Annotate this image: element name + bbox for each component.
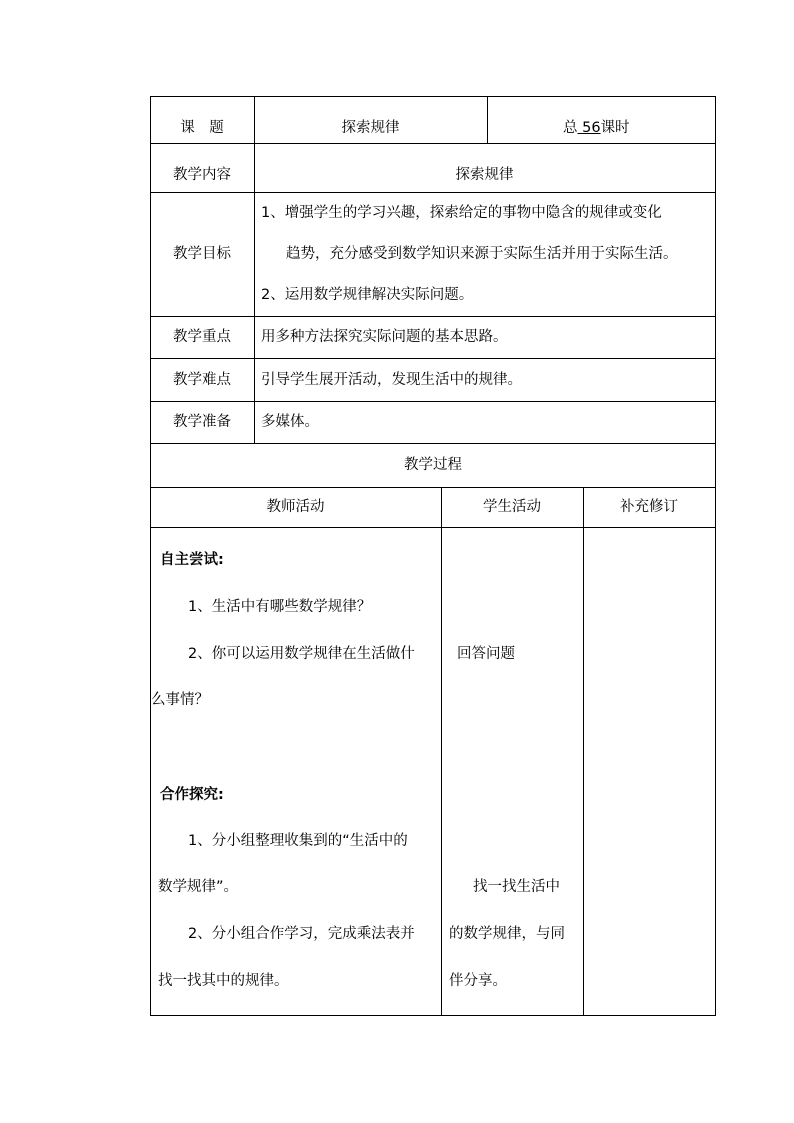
- total-column-divider: [487, 96, 488, 143]
- row-divider: [150, 358, 716, 359]
- notes-header: 补充修订: [620, 499, 678, 515]
- total-prefix: 总: [563, 120, 578, 136]
- key-value: 用多种方法探究实际问题的基本思路。: [261, 329, 508, 345]
- prep-label: 教学准备: [173, 414, 231, 430]
- student-find-line-1: 找一找生活中: [473, 879, 560, 895]
- process-title: 教学过程: [404, 457, 462, 473]
- table-border-top: [150, 96, 716, 97]
- teacher-question-2-line-1: 2、你可以运用数学规律在生活做什: [188, 646, 415, 662]
- teacher-task-1-line-1: 1、分小组整理收集到的“生活中的: [188, 833, 408, 849]
- key-label: 教学重点: [173, 329, 231, 345]
- row-divider: [150, 443, 716, 444]
- table-border-left: [150, 96, 151, 1016]
- difficulty-value: 引导学生展开活动，发现生活中的规律。: [261, 372, 522, 388]
- teacher-question-1: 1、生活中有哪些数学规律？: [188, 599, 372, 615]
- teacher-task-2-line-1: 2、分小组合作学习，完成乘法表并: [188, 926, 415, 942]
- goals-line-2: 趋势，充分感受到数学知识来源于实际生活并用于实际生活。: [286, 246, 678, 262]
- goals-line-1: 1、增强学生的学习兴趣，探索给定的事物中隐含的规律或变化: [261, 205, 662, 221]
- row-divider: [150, 316, 716, 317]
- teacher-task-1-line-2: 数学规律”。: [158, 879, 239, 895]
- row-divider: [150, 143, 716, 144]
- teacher-task-2-line-2: 找一找其中的规律。: [158, 973, 289, 989]
- teacher-activity-header: 教师活动: [266, 499, 325, 515]
- label-column-divider: [254, 96, 255, 443]
- student-answer: 回答问题: [457, 646, 515, 662]
- row-divider: [150, 401, 716, 402]
- section-self-try-title: 自主尝试:: [160, 552, 224, 568]
- student-find-line-3: 伴分享。: [449, 973, 507, 989]
- topic-value: 探索规律: [341, 120, 400, 136]
- goals-label: 教学目标: [173, 246, 231, 262]
- content-label: 教学内容: [173, 167, 231, 183]
- student-find-line-2: 的数学规律，与同: [449, 926, 565, 942]
- student-activity-header: 学生活动: [483, 499, 541, 515]
- total-hours: [563, 119, 630, 137]
- table-border-bottom: [150, 1015, 716, 1016]
- difficulty-label: 教学难点: [173, 372, 231, 388]
- row-divider: [150, 487, 716, 488]
- total-suffix: 课时: [600, 120, 630, 136]
- student-column-divider: [583, 487, 584, 1015]
- teacher-question-2-line-2: 么事情？: [151, 692, 209, 708]
- section-cooperate-title: 合作探究:: [160, 787, 224, 803]
- teacher-column-divider: [441, 487, 442, 1015]
- topic-label: 课 题: [180, 120, 224, 136]
- goals-line-3: 2、运用数学规律解决实际问题。: [261, 287, 474, 303]
- row-divider: [150, 527, 716, 528]
- table-border-right: [715, 96, 716, 1016]
- row-divider: [150, 192, 716, 193]
- prep-value: 多媒体。: [261, 414, 319, 430]
- total-number: 56: [582, 120, 601, 136]
- content-value: 探索规律: [455, 167, 514, 183]
